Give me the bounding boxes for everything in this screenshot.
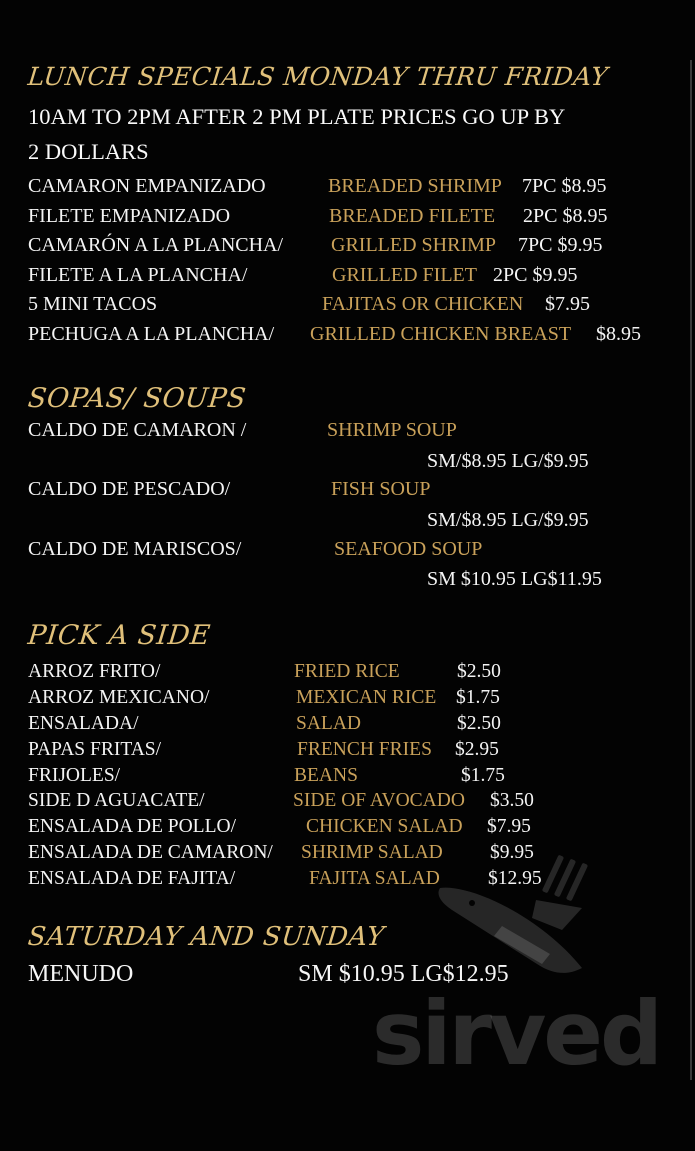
side-item-spanish: ENSALADA DE POLLO/ — [28, 816, 236, 837]
side-item-price: $2.50 — [457, 661, 501, 682]
side-item-spanish: SIDE D AGUACATE/ — [28, 790, 205, 811]
side-item-english: SHRIMP SALAD — [301, 842, 443, 863]
side-item-english: SIDE OF AVOCADO — [293, 790, 465, 811]
soup-item-english: SEAFOOD SOUP — [334, 538, 483, 560]
side-item-english: CHICKEN SALAD — [306, 816, 463, 837]
lunch-item-english: GRILLED SHRIMP — [331, 234, 497, 256]
lunch-hours-line-1: 10AM TO 2PM AFTER 2 PM PLATE PRICES GO UP BY — [28, 104, 566, 129]
soups-heading: SOPAS/ SOUPS — [26, 383, 248, 414]
side-item-spanish: FRIJOLES/ — [28, 765, 121, 786]
side-item-price: $2.95 — [455, 739, 499, 760]
weekend-heading: SATURDAY AND SUNDAY — [26, 922, 386, 952]
sides-heading: PICK A SIDE — [26, 620, 212, 651]
side-item-english: MEXICAN RICE — [296, 687, 437, 708]
lunch-item-price: $7.95 — [545, 293, 590, 315]
side-item-english: FRIED RICE — [294, 661, 400, 682]
side-item-price: $2.50 — [457, 713, 501, 734]
lunch-item-spanish: PECHUGA A LA PLANCHA/ — [28, 323, 275, 345]
lunch-item-english: GRILLED CHICKEN BREAST — [310, 323, 572, 345]
lunch-item-spanish: 5 MINI TACOS — [28, 293, 158, 315]
side-item-price: $1.75 — [456, 687, 500, 708]
sirved-watermark: sirved — [372, 982, 660, 1085]
side-item-english: SALAD — [296, 713, 362, 734]
soup-item-price: SM/$8.95 LG/$9.95 — [427, 450, 589, 472]
lunch-item-price: 2PC $8.95 — [523, 205, 608, 227]
side-item-spanish: ARROZ MEXICANO/ — [28, 687, 210, 708]
lunch-item-english: BREADED FILETE — [329, 205, 496, 227]
menudo-item: MENUDO — [28, 961, 134, 987]
lunch-specials-heading: LUNCH SPECIALS MONDAY THRU FRIDAY — [26, 62, 610, 91]
lunch-item-price: 2PC $9.95 — [493, 264, 578, 286]
side-item-english: FRENCH FRIES — [297, 739, 432, 760]
soup-item-english: FISH SOUP — [331, 478, 431, 500]
lunch-item-price: 7PC $8.95 — [522, 175, 607, 197]
soup-item-spanish: CALDO DE MARISCOS/ — [28, 538, 242, 560]
side-item-spanish: ENSALADA DE CAMARON/ — [28, 842, 273, 863]
knife-fork-icon — [432, 848, 602, 998]
side-item-price: $1.75 — [461, 765, 505, 786]
soup-item-spanish: CALDO DE CAMARON / — [28, 419, 247, 441]
lunch-item-spanish: CAMARON EMPANIZADO — [28, 175, 266, 197]
lunch-item-price: 7PC $9.95 — [518, 234, 603, 256]
side-item-price: $12.95 — [488, 868, 542, 889]
lunch-item-english: GRILLED FILET — [332, 264, 477, 286]
lunch-item-spanish: FILETE A LA PLANCHA/ — [28, 264, 248, 286]
side-item-english: FAJITA SALAD — [309, 868, 440, 889]
side-item-spanish: ARROZ FRITO/ — [28, 661, 161, 682]
lunch-hours-line-2: 2 DOLLARS — [28, 139, 149, 164]
menudo-price: SM $10.95 LG$12.95 — [298, 961, 509, 987]
side-item-price: $3.50 — [490, 790, 534, 811]
side-item-spanish: ENSALADA/ — [28, 713, 139, 734]
side-item-spanish: PAPAS FRITAS/ — [28, 739, 162, 760]
soup-item-price: SM/$8.95 LG/$9.95 — [427, 509, 589, 531]
side-item-price: $7.95 — [487, 816, 531, 837]
lunch-item-spanish: FILETE EMPANIZADO — [28, 205, 231, 227]
lunch-item-english: BREADED SHRIMP — [328, 175, 502, 197]
side-item-price: $9.95 — [490, 842, 534, 863]
lunch-item-price: $8.95 — [596, 323, 641, 345]
scrollbar[interactable] — [690, 60, 692, 1080]
soup-item-price: SM $10.95 LG$11.95 — [427, 568, 602, 590]
soup-item-english: SHRIMP SOUP — [327, 419, 457, 441]
lunch-item-spanish: CAMARÓN A LA PLANCHA/ — [28, 234, 284, 256]
lunch-item-english: FAJITAS OR CHICKEN — [322, 293, 524, 315]
side-item-english: BEANS — [294, 765, 358, 786]
soup-item-spanish: CALDO DE PESCADO/ — [28, 478, 231, 500]
side-item-spanish: ENSALADA DE FAJITA/ — [28, 868, 236, 889]
